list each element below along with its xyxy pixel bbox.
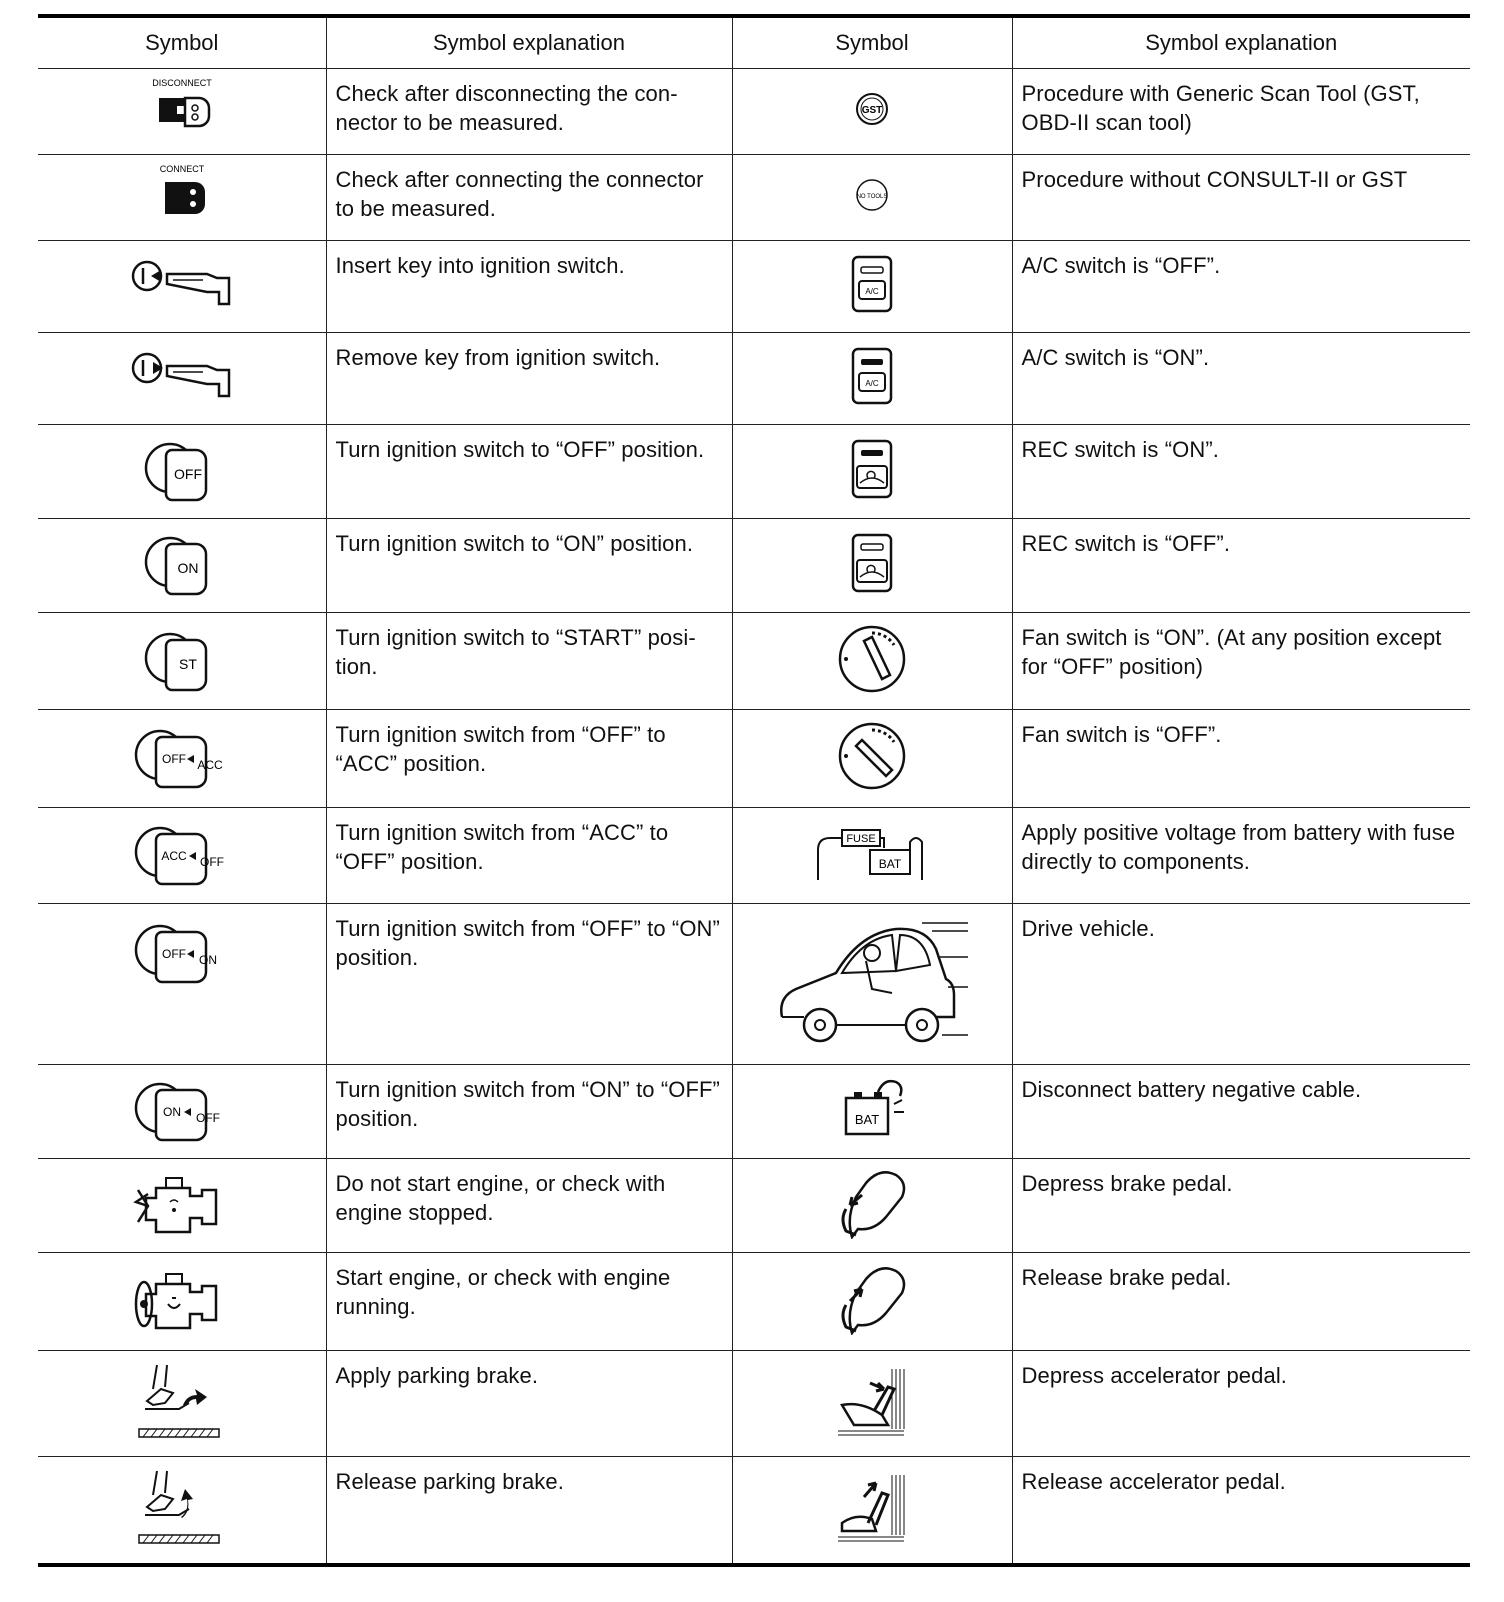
svg-text:BAT: BAT [878, 857, 902, 871]
svg-text:BAT: BAT [854, 1112, 880, 1127]
symbol-cell [732, 710, 1012, 808]
explanation-cell: Check after disconnecting the con-nector to be measured. [326, 69, 732, 155]
table-row [38, 904, 1470, 1065]
svg-text:A/C: A/C [865, 287, 879, 296]
table-row [38, 1159, 1470, 1253]
rec-switch-on-icon [850, 438, 894, 500]
symbol-cell [732, 69, 1012, 155]
insert-key-icon [127, 252, 237, 316]
connector-disconnect-icon [137, 76, 227, 142]
connector-connect-icon [137, 162, 227, 228]
symbol-cell [732, 1159, 1012, 1253]
symbol-cell [732, 1065, 1012, 1159]
symbol-cell [38, 710, 326, 808]
header-symbol-right: Symbol [732, 16, 1012, 69]
svg-text:OFF: OFF [161, 947, 186, 961]
svg-text:ST: ST [178, 655, 197, 672]
release-accelerator-icon [834, 1471, 910, 1543]
release-brake-icon [832, 1263, 912, 1335]
explanation-cell: Release parking brake. [326, 1457, 732, 1565]
explanation-cell: Turn ignition switch from “OFF” to “ON” position. [326, 904, 732, 1065]
symbol-cell [38, 241, 326, 333]
explanation-cell: Do not start engine, or check with engine stopped. [326, 1159, 732, 1253]
symbol-cell [38, 904, 326, 1065]
svg-text:ACC: ACC [161, 849, 187, 863]
symbol-cell [38, 1253, 326, 1351]
explanation-cell: Fan switch is “ON”. (At any position except for “OFF” position) [1012, 613, 1470, 710]
svg-text:OFF: OFF [161, 752, 186, 766]
explanation-cell: Remove key from ignition switch. [326, 333, 732, 425]
ac-switch-off-icon [850, 254, 894, 314]
symbol-cell [38, 1351, 326, 1457]
table-row [38, 808, 1470, 904]
symbol-cell [732, 241, 1012, 333]
explanation-cell: A/C switch is “OFF”. [1012, 241, 1470, 333]
symbol-cell [732, 1351, 1012, 1457]
table-row [38, 710, 1470, 808]
explanation-cell: Depress accelerator pedal. [1012, 1351, 1470, 1457]
svg-text:ON: ON [162, 1105, 181, 1119]
symbol-cell [732, 155, 1012, 241]
explanation-cell: Depress brake pedal. [1012, 1159, 1470, 1253]
engine-running-icon [132, 1262, 232, 1336]
symbol-cell [38, 1159, 326, 1253]
explanation-cell: Apply parking brake. [326, 1351, 732, 1457]
drive-vehicle-icon [772, 917, 972, 1047]
symbol-cell [38, 613, 326, 710]
explanation-cell: A/C switch is “ON”. [1012, 333, 1470, 425]
explanation-cell: Turn ignition switch from “OFF” to “ACC” position. [326, 710, 732, 808]
symbol-cell [732, 1253, 1012, 1351]
explanation-cell: Release accelerator pedal. [1012, 1457, 1470, 1565]
explanation-cell: Check after connecting the connector to be measured. [326, 155, 732, 241]
table-row [38, 241, 1470, 333]
explanation-cell: Turn ignition switch to “ON” position. [326, 519, 732, 613]
engine-stopped-icon [132, 1168, 232, 1238]
depress-brake-icon [832, 1167, 912, 1239]
table-row [38, 333, 1470, 425]
svg-text:ON: ON [198, 953, 217, 967]
svg-text:A/C: A/C [865, 379, 879, 388]
svg-text:NO TOOLS: NO TOOLS [856, 194, 888, 200]
explanation-cell: Disconnect battery negative cable. [1012, 1065, 1470, 1159]
explanation-cell: REC switch is “OFF”. [1012, 519, 1470, 613]
svg-text:DISCONNECT: DISCONNECT [151, 78, 212, 88]
explanation-cell: Procedure without CONSULT-II or GST [1012, 155, 1470, 241]
ignition-on-to-off-icon [132, 1076, 232, 1142]
header-row [38, 16, 1470, 69]
svg-text:OFF: OFF [195, 1111, 220, 1125]
symbol-cell [732, 425, 1012, 519]
symbol-cell [38, 519, 326, 613]
symbol-cell [38, 1457, 326, 1565]
explanation-cell: Turn ignition switch to “START” posi-tion. [326, 613, 732, 710]
symbol-cell [732, 904, 1012, 1065]
gst-icon [852, 89, 892, 129]
rec-switch-off-icon [850, 532, 894, 594]
fan-switch-on-icon [836, 623, 908, 695]
fan-switch-off-icon [836, 720, 908, 792]
symbol-cell [732, 519, 1012, 613]
table-row [38, 1351, 1470, 1457]
explanation-cell: Turn ignition switch to “OFF” position. [326, 425, 732, 519]
table-row [38, 155, 1470, 241]
svg-text:CONNECT: CONNECT [159, 164, 204, 174]
symbol-cell [732, 333, 1012, 425]
depress-accelerator-icon [834, 1365, 910, 1437]
svg-text:OFF: OFF [199, 855, 224, 869]
table-row [38, 613, 1470, 710]
symbol-cell [732, 613, 1012, 710]
ac-switch-on-icon [850, 346, 894, 406]
explanation-cell: Insert key into ignition switch. [326, 241, 732, 333]
disconnect-battery-icon [832, 1074, 912, 1144]
symbol-cell [38, 69, 326, 155]
header-symbol-left: Symbol [38, 16, 326, 69]
symbol-cell [38, 333, 326, 425]
table-row [38, 425, 1470, 519]
ignition-acc-to-off-icon [132, 820, 232, 886]
release-parking-brake-icon [137, 1467, 227, 1547]
apply-parking-brake-icon [137, 1361, 227, 1441]
explanation-cell: Turn ignition switch from “ACC” to “OFF” position. [326, 808, 732, 904]
svg-text:ON: ON [177, 560, 199, 576]
remove-key-icon [127, 344, 237, 408]
ignition-off-to-on-icon [132, 918, 232, 984]
explanation-cell: REC switch is “ON”. [1012, 425, 1470, 519]
table-row [38, 1457, 1470, 1565]
symbol-cell [732, 1457, 1012, 1565]
table-row [38, 69, 1470, 155]
symbol-cell [38, 155, 326, 241]
no-tools-icon [852, 175, 892, 215]
table-row [38, 519, 1470, 613]
table-row [38, 1253, 1470, 1351]
symbol-cell [38, 425, 326, 519]
explanation-cell: Turn ignition switch from “ON” to “OFF” position. [326, 1065, 732, 1159]
ignition-on-icon [142, 530, 222, 596]
explanation-cell: Release brake pedal. [1012, 1253, 1470, 1351]
svg-text:GST: GST [861, 105, 883, 116]
explanation-cell: Start engine, or check with engine running. [326, 1253, 732, 1351]
explanation-cell: Apply positive voltage from battery with fuse directly to components. [1012, 808, 1470, 904]
header-explanation-left: Symbol explanation [326, 16, 732, 69]
svg-text:FUSE: FUSE [846, 833, 876, 845]
ignition-start-icon [142, 626, 222, 692]
explanation-cell: Procedure with Generic Scan Tool (GST, OBD-II scan tool) [1012, 69, 1470, 155]
ignition-off-icon [142, 436, 222, 502]
symbol-cell [38, 808, 326, 904]
svg-text:OFF: OFF [173, 466, 202, 482]
symbol-cell [732, 808, 1012, 904]
symbol-table [38, 14, 1470, 1567]
explanation-cell: Fan switch is “OFF”. [1012, 710, 1470, 808]
battery-fuse-icon [812, 820, 932, 886]
symbol-cell [38, 1065, 326, 1159]
table-row [38, 1065, 1470, 1159]
svg-text:ACC: ACC [197, 758, 223, 772]
ignition-off-to-acc-icon [132, 723, 232, 789]
header-explanation-right: Symbol explanation [1012, 16, 1470, 69]
explanation-cell: Drive vehicle. [1012, 904, 1470, 1065]
